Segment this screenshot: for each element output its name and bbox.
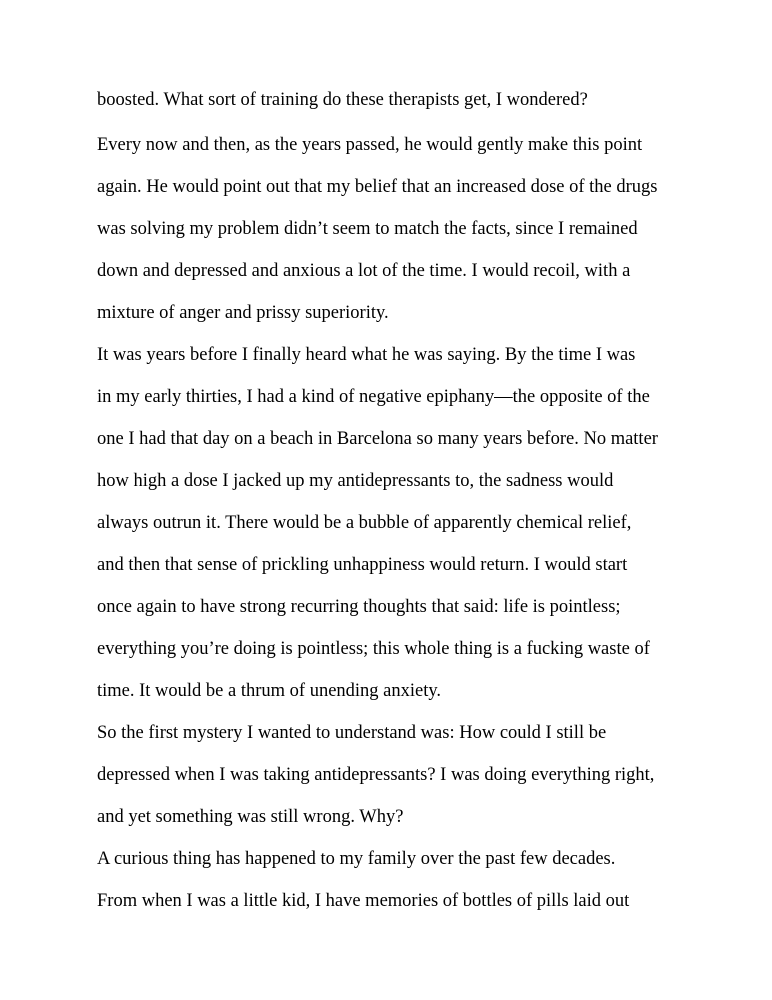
text-line: in my early thirties, I had a kind of negative epiphany—the opposite of the [97,387,650,407]
text-line: everything you’re doing is pointless; this whole thing is a fucking waste of [97,639,650,659]
text-line: one I had that day on a beach in Barcelona so many years before. No matter [97,429,658,449]
text-line: always outrun it. There would be a bubble of apparently chemical relief, [97,513,632,533]
text-line: Every now and then, as the years passed, he would gently make this point [97,135,643,155]
text-line: mixture of anger and prissy superiority. [97,303,389,323]
text-line: boosted. What sort of training do these therapists get, I wondered? [97,90,588,110]
text-line: From when I was a little kid, I have memories of bottles of pills laid out [97,891,630,911]
text-line: A curious thing has happened to my family over the past few decades. [97,849,616,869]
text-line: and then that sense of prickling unhappiness would return. I would start [97,555,628,575]
text-line: down and depressed and anxious a lot of the time. I would recoil, with a [97,261,631,281]
text-line: and yet something was still wrong. Why? [97,807,404,827]
text-line: how high a dose I jacked up my antidepressants to, the sadness would [97,471,614,491]
text-line: time. It would be a thrum of unending anxiety. [97,681,442,701]
text-line: So the first mystery I wanted to understand was: How could I still be [97,723,607,743]
text-line: again. He would point out that my belief that an increased dose of the drugs [97,177,658,197]
text-line: was solving my problem didn’t seem to match the facts, since I remained [97,219,638,239]
text-line: depressed when I was taking antidepressants? I was doing everything right, [97,765,655,785]
text-line: It was years before I finally heard what he was saying. By the time I was [97,345,636,365]
text-line: once again to have strong recurring thoughts that said: life is pointless; [97,597,621,617]
